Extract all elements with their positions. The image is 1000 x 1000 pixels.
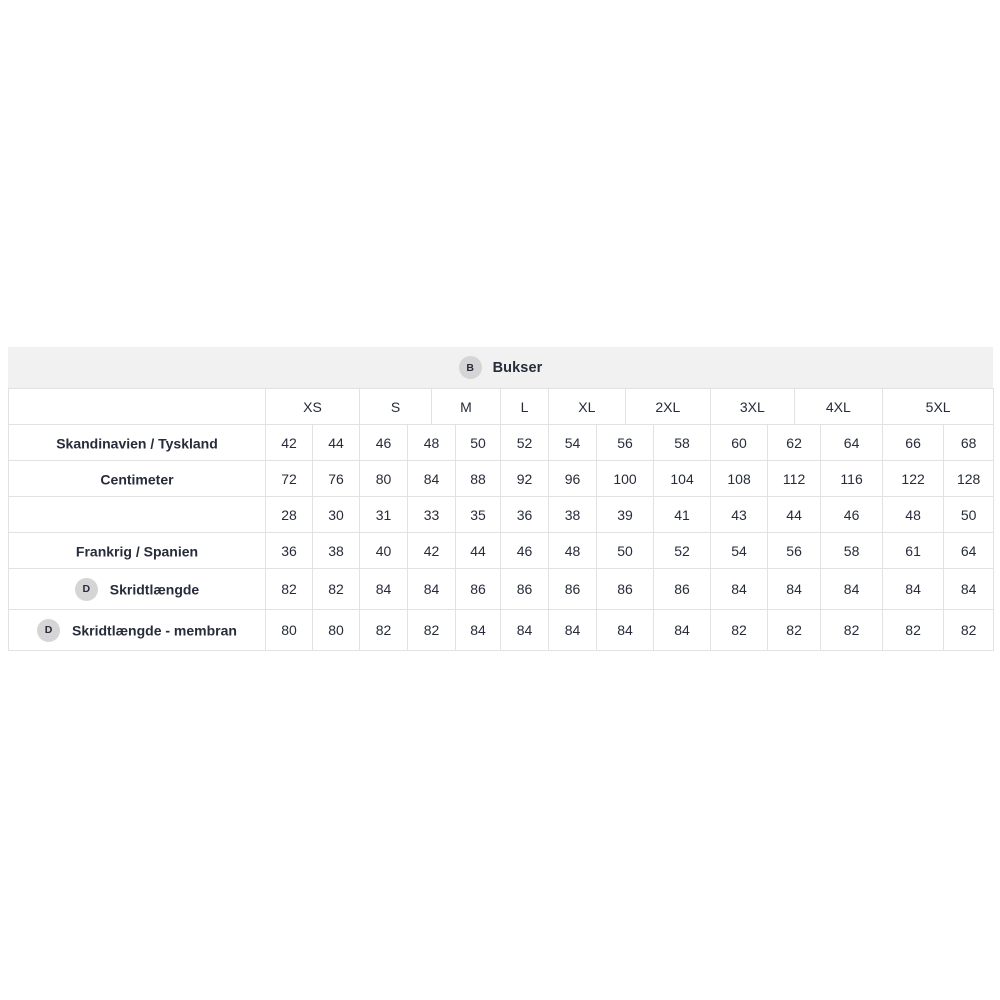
size-value-cell: 86 [654, 569, 711, 610]
row-label [9, 610, 266, 651]
row-label [9, 497, 266, 533]
size-value-cell: 41 [654, 497, 711, 533]
row-label [9, 569, 266, 610]
size-value-cell: 44 [456, 533, 501, 569]
size-value-cell: 108 [711, 461, 768, 497]
size-value-cell: 84 [654, 610, 711, 651]
size-value-cell: 84 [408, 461, 456, 497]
size-column-header-3xl: 3XL [711, 389, 795, 425]
size-value-cell: 38 [313, 533, 360, 569]
size-value-cell: 72 [266, 461, 313, 497]
size-value-cell: 54 [549, 425, 597, 461]
size-value-cell: 46 [821, 497, 883, 533]
size-value-cell: 82 [883, 610, 944, 651]
size-value-cell: 84 [944, 569, 994, 610]
size-value-cell: 61 [883, 533, 944, 569]
size-value-cell: 100 [597, 461, 654, 497]
size-value-cell: 82 [360, 610, 408, 651]
table-row [9, 497, 994, 533]
size-value-cell: 68 [944, 425, 994, 461]
size-value-cell: 46 [360, 425, 408, 461]
row-label-text: Skandinavien / Tyskland [56, 435, 218, 452]
measure-badge-d-icon: D [37, 619, 60, 642]
size-chart-section [8, 347, 993, 651]
size-value-cell: 104 [654, 461, 711, 497]
size-chart-table [8, 388, 994, 651]
size-value-cell: 38 [549, 497, 597, 533]
size-column-header-l: L [501, 389, 549, 425]
size-value-cell: 86 [597, 569, 654, 610]
corner-cell [9, 389, 266, 425]
table-row [9, 533, 994, 569]
size-value-cell: 35 [456, 497, 501, 533]
row-label-text: Skridtlængde - membran [72, 622, 237, 638]
size-column-header-5xl: 5XL [883, 389, 994, 425]
size-value-cell: 84 [597, 610, 654, 651]
size-value-cell: 84 [711, 569, 768, 610]
size-column-header-2xl: 2XL [625, 389, 711, 425]
size-value-cell: 44 [768, 497, 821, 533]
row-label [9, 533, 266, 569]
size-value-cell: 31 [360, 497, 408, 533]
table-row [9, 610, 994, 651]
size-value-cell: 50 [944, 497, 994, 533]
size-value-cell: 39 [597, 497, 654, 533]
size-value-cell: 84 [883, 569, 944, 610]
table-row [9, 461, 994, 497]
row-label [9, 425, 266, 461]
size-value-cell: 28 [266, 497, 313, 533]
size-value-cell: 33 [408, 497, 456, 533]
size-value-cell: 82 [944, 610, 994, 651]
size-value-cell: 86 [501, 569, 549, 610]
size-value-cell: 96 [549, 461, 597, 497]
size-column-header-xl: XL [549, 389, 626, 425]
size-value-cell: 52 [501, 425, 549, 461]
size-value-cell: 64 [944, 533, 994, 569]
size-value-cell: 54 [711, 533, 768, 569]
size-value-cell: 46 [501, 533, 549, 569]
size-value-cell: 76 [313, 461, 360, 497]
size-value-cell: 84 [456, 610, 501, 651]
size-value-cell: 84 [408, 569, 456, 610]
size-value-cell: 86 [456, 569, 501, 610]
size-value-cell: 48 [408, 425, 456, 461]
size-value-cell: 56 [768, 533, 821, 569]
size-value-cell: 58 [821, 533, 883, 569]
size-value-cell: 86 [549, 569, 597, 610]
size-value-cell: 40 [360, 533, 408, 569]
size-value-cell: 82 [408, 610, 456, 651]
size-value-cell: 80 [266, 610, 313, 651]
row-label [9, 461, 266, 497]
size-value-cell: 64 [821, 425, 883, 461]
size-value-cell: 84 [549, 610, 597, 651]
size-value-cell: 82 [313, 569, 360, 610]
size-value-cell: 84 [821, 569, 883, 610]
size-value-cell: 56 [597, 425, 654, 461]
size-value-cell: 112 [768, 461, 821, 497]
size-value-cell: 122 [883, 461, 944, 497]
size-value-cell: 82 [821, 610, 883, 651]
size-value-cell: 62 [768, 425, 821, 461]
size-value-cell: 42 [266, 425, 313, 461]
size-value-cell: 82 [768, 610, 821, 651]
size-value-cell: 50 [597, 533, 654, 569]
size-value-cell: 58 [654, 425, 711, 461]
size-value-cell: 43 [711, 497, 768, 533]
size-value-cell: 60 [711, 425, 768, 461]
size-value-cell: 84 [360, 569, 408, 610]
size-value-cell: 30 [313, 497, 360, 533]
size-column-header-xs: XS [266, 389, 360, 425]
size-column-header-m: M [432, 389, 501, 425]
size-value-cell: 88 [456, 461, 501, 497]
size-value-cell: 80 [313, 610, 360, 651]
size-column-header-4xl: 4XL [794, 389, 883, 425]
size-value-cell: 84 [501, 610, 549, 651]
table-row [9, 425, 994, 461]
size-value-cell: 80 [360, 461, 408, 497]
size-value-cell: 50 [456, 425, 501, 461]
size-value-cell: 36 [266, 533, 313, 569]
size-value-cell: 36 [501, 497, 549, 533]
size-value-cell: 84 [768, 569, 821, 610]
size-value-cell: 82 [266, 569, 313, 610]
size-chart-title-bar [8, 347, 993, 388]
size-value-cell: 66 [883, 425, 944, 461]
size-chart-title: Bukser [492, 359, 543, 376]
size-value-cell: 82 [711, 610, 768, 651]
row-label-text: Skridtlængde [109, 581, 200, 597]
size-value-cell: 48 [549, 533, 597, 569]
size-value-cell: 116 [821, 461, 883, 497]
size-value-cell: 48 [883, 497, 944, 533]
size-header-row [9, 389, 994, 425]
size-column-header-s: S [360, 389, 432, 425]
size-value-cell: 128 [944, 461, 994, 497]
size-value-cell: 44 [313, 425, 360, 461]
row-label-text: Frankrig / Spanien [75, 543, 199, 560]
measure-badge-d-icon: D [75, 578, 98, 601]
row-label-text: Centimeter [100, 471, 174, 488]
size-value-cell: 92 [501, 461, 549, 497]
size-value-cell: 52 [654, 533, 711, 569]
table-row [9, 569, 994, 610]
section-badge-b-icon: B [459, 356, 482, 379]
size-value-cell: 42 [408, 533, 456, 569]
